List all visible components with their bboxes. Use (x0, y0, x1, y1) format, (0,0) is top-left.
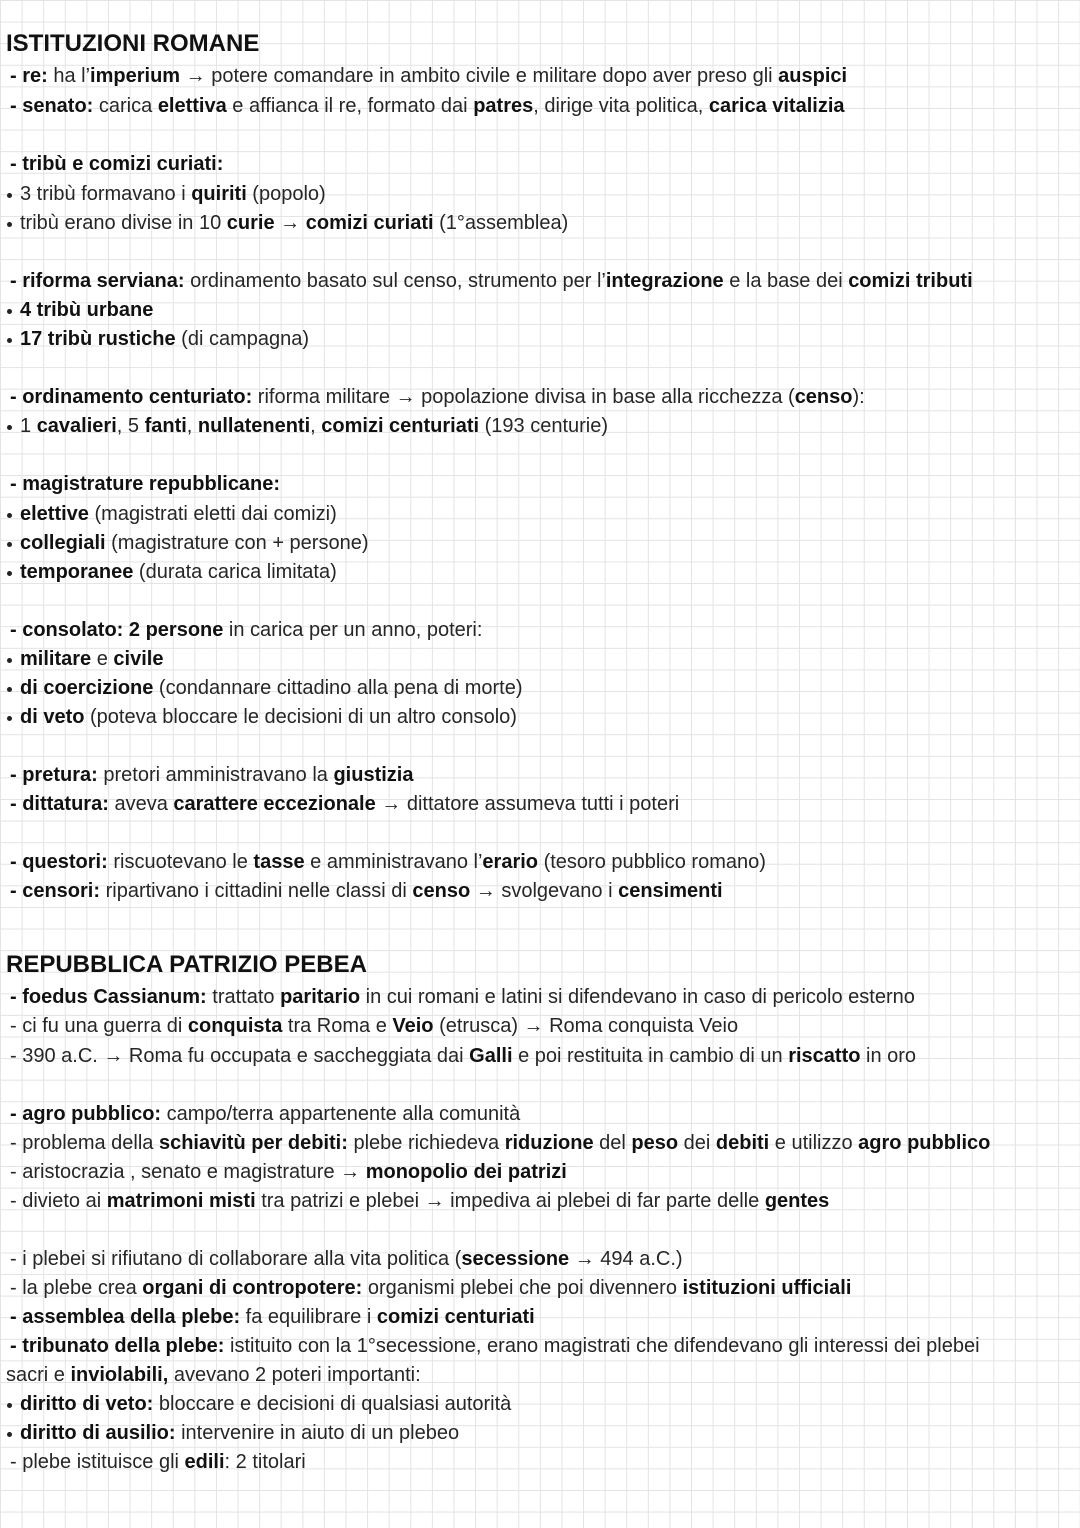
note-line (10, 472, 280, 496)
text-run: dei (678, 1132, 716, 1154)
bullet-item (20, 182, 326, 206)
text-run: ): (852, 386, 865, 408)
text-run: 3 tribù formavano i (20, 183, 192, 205)
bullet-item (20, 327, 309, 351)
bold-term: nullatenenti (197, 415, 311, 437)
text-run: (1°assemblea) (433, 212, 569, 234)
bullet-item (20, 414, 608, 438)
text-run: (tesoro pubblico romano) (538, 851, 766, 873)
bold-term: censo (794, 386, 853, 408)
text-run: , (186, 415, 198, 437)
note-line (10, 792, 679, 816)
bold-term: comizi centuriati (321, 415, 480, 437)
note-line (10, 269, 973, 293)
note-line (10, 1014, 738, 1038)
bold-term: quiriti (191, 183, 247, 205)
text-run: e (91, 648, 114, 670)
note-line (10, 1189, 829, 1213)
text-run: tra patrizi e plebei → impediva ai plebei di far parte delle (255, 1190, 765, 1212)
text-run: istituito con la 1°secessione, erano magistrati che difendevano gli interessi dei plebei (224, 1335, 980, 1357)
bold-term: comizi curiati (305, 212, 434, 234)
bold-term: schiavitù per debiti: (158, 1132, 348, 1154)
text-run: : 2 titolari (224, 1451, 306, 1473)
bold-term: giustizia (333, 764, 414, 786)
text-run: sacri e (6, 1364, 71, 1386)
bold-term: imperium (90, 65, 181, 87)
text-run: , 5 (116, 415, 145, 437)
bold-term: auspici (778, 65, 848, 87)
note-line (10, 1450, 306, 1474)
note-line (10, 1102, 520, 1126)
text-run: - problema della (10, 1132, 159, 1154)
bold-term: - questori: (10, 851, 108, 873)
bold-term: curie (226, 212, 275, 234)
note-line (10, 1334, 980, 1358)
bold-term: organi di contropotere: (142, 1277, 363, 1299)
bold-term: - senato: (10, 95, 94, 117)
text-run: - i plebei si rifiutano di collaborare alla vita politica ( (10, 1248, 462, 1270)
note-line (10, 1276, 851, 1300)
note-line (10, 879, 723, 903)
bold-term: militare (20, 648, 92, 670)
bold-term: erario (482, 851, 539, 873)
bold-term: inviolabili, (70, 1364, 169, 1386)
bold-term: gentes (764, 1190, 830, 1212)
text-run: organismi plebei che poi divennero (362, 1277, 683, 1299)
bold-term: agro pubblico (858, 1132, 991, 1154)
bullet-item (20, 1421, 459, 1445)
text-run: → 494 a.C.) (569, 1248, 683, 1270)
text-run: → svolgevano i (470, 880, 619, 902)
bold-term: 4 tribù urbane (20, 299, 154, 321)
bullet-item (20, 502, 337, 526)
note-line (10, 618, 482, 642)
text-run: in carica per un anno, poteri: (223, 619, 483, 641)
text-run: (magistrati eletti dai comizi) (88, 503, 337, 525)
bold-term: censimenti (618, 880, 723, 902)
text-run: (poteva bloccare le decisioni di un altro consolo) (84, 706, 517, 728)
bold-term: tasse (253, 851, 305, 873)
bold-term: 17 tribù rustiche (20, 328, 176, 350)
note-line (10, 152, 223, 176)
bold-term: - assemblea della plebe: (10, 1306, 241, 1328)
bold-term: civile (113, 648, 164, 670)
text-run: , (310, 415, 322, 437)
bullet-item (20, 705, 517, 729)
text-run: → potere comandare in ambito civile e militare dopo aver preso gli (180, 65, 779, 87)
bold-term: comizi centuriati (376, 1306, 535, 1328)
text-run: e affianca il re, formato dai (226, 95, 474, 117)
note-line (10, 985, 915, 1009)
text-run: trattato (206, 986, 281, 1008)
bullet-item (20, 531, 369, 555)
bold-term: - pretura: (10, 764, 98, 786)
bold-term: diritto di ausilio: (20, 1422, 176, 1444)
bold-term: cavalieri (36, 415, 117, 437)
text-run: - plebe istituisce gli (10, 1451, 185, 1473)
bold-term: comizi tributi (848, 270, 973, 292)
bold-term: monopolio dei patrizi (365, 1161, 567, 1183)
bold-term: censo (412, 880, 471, 902)
text-run: → (274, 212, 306, 234)
bold-term: collegiali (20, 532, 106, 554)
text-run: campo/terra appartenente alla comunità (161, 1103, 521, 1125)
bullet-item (20, 211, 568, 235)
text-run: carica (93, 95, 158, 117)
text-run: → dittatore assumeva tutti i poteri (375, 793, 680, 815)
text-run: avevano 2 poteri importanti: (168, 1364, 421, 1386)
bold-term: - censori: (10, 880, 101, 902)
note-line (10, 385, 865, 409)
bold-term: elettive (20, 503, 89, 525)
bold-term: - riforma serviana: (10, 270, 185, 292)
note-line (10, 763, 413, 787)
bold-term: Veio (392, 1015, 434, 1037)
note-line (6, 1363, 421, 1387)
bullet-item (20, 1392, 511, 1416)
bold-term: - dittatura: (10, 793, 109, 815)
text-run: plebe richiedeva (347, 1132, 505, 1154)
text-run: - la plebe crea (10, 1277, 143, 1299)
text-run: ha l’ (47, 65, 91, 87)
text-run: e la base dei (723, 270, 849, 292)
bold-term: debiti (715, 1132, 770, 1154)
bold-term: Galli (469, 1045, 513, 1067)
section-title-istituzioni: ISTITUZIONI ROMANE (6, 30, 260, 57)
note-line (10, 850, 766, 874)
bold-term: di veto (20, 706, 85, 728)
bold-term: riduzione (504, 1132, 594, 1154)
text-run: del (593, 1132, 632, 1154)
bullet-item (20, 676, 523, 700)
bold-term: elettiva (157, 95, 227, 117)
text-run: riforma militare → popolazione divisa in base alla ricchezza ( (252, 386, 795, 408)
bold-term: fanti (144, 415, 187, 437)
bold-term: riscatto (788, 1045, 861, 1067)
note-line (10, 1247, 683, 1271)
bullet-item (20, 298, 153, 322)
note-line (10, 94, 845, 118)
text-run: - aristocrazia , senato e magistrature → (10, 1161, 366, 1183)
bold-term: diritto di veto: (20, 1393, 154, 1415)
bold-term: peso (631, 1132, 679, 1154)
bold-term: paritario (280, 986, 361, 1008)
bold-term: - foedus Cassianum: (10, 986, 207, 1008)
note-line (10, 1131, 990, 1155)
text-run: pretori amministravano la (97, 764, 334, 786)
bold-term: - consolato: 2 persone (10, 619, 224, 641)
text-run: tribù erano divise in 10 (20, 212, 227, 234)
text-run: (193 centurie) (479, 415, 609, 437)
bold-term: - magistrature repubblicane: (10, 473, 281, 495)
text-run: intervenire in aiuto di un plebeo (175, 1422, 460, 1444)
text-run: riscuotevano le (107, 851, 254, 873)
bold-term: - ordinamento centuriato: (10, 386, 253, 408)
bold-term: di coercizione (20, 677, 154, 699)
bold-term: temporanee (20, 561, 134, 583)
text-run: bloccare e decisioni di qualsiasi autorità (153, 1393, 512, 1415)
text-run: e amministravano l’ (304, 851, 483, 873)
bold-term: matrimoni misti (106, 1190, 256, 1212)
bold-term: - re: (10, 65, 48, 87)
text-run: 1 (20, 415, 37, 437)
bold-term: - agro pubblico: (10, 1103, 162, 1125)
note-line (10, 64, 847, 88)
text-run: - ci fu una guerra di (10, 1015, 188, 1037)
text-run: (di campagna) (175, 328, 310, 350)
text-run: ordinamento basato sul censo, strumento per l’ (184, 270, 606, 292)
note-line (10, 1044, 916, 1068)
bold-term: - tribunato della plebe: (10, 1335, 225, 1357)
note-line (10, 1305, 535, 1329)
bold-term: carica vitalizia (708, 95, 845, 117)
text-run: (popolo) (246, 183, 326, 205)
text-run: aveva (108, 793, 174, 815)
bold-term: istituzioni ufficiali (682, 1277, 852, 1299)
bullet-item (20, 560, 337, 584)
bold-term: integrazione (605, 270, 724, 292)
bold-term: carattere eccezionale (173, 793, 376, 815)
bold-term: secessione (461, 1248, 570, 1270)
text-run: (etrusca) → Roma conquista Veio (433, 1015, 739, 1037)
text-run: e poi restituita in cambio di un (512, 1045, 789, 1067)
text-run: (magistrature con + persone) (105, 532, 369, 554)
text-run: ripartivano i cittadini nelle classi di (100, 880, 413, 902)
text-run: , dirige vita politica, (533, 95, 709, 117)
note-line (10, 1160, 567, 1184)
text-run: e utilizzo (769, 1132, 859, 1154)
bold-term: conquista (187, 1015, 283, 1037)
bold-term: - tribù e comizi curiati: (10, 153, 224, 175)
text-run: in oro (860, 1045, 917, 1067)
text-run: - 390 a.C. → Roma fu occupata e saccheggiata dai (10, 1045, 470, 1067)
text-run: (durata carica limitata) (133, 561, 337, 583)
text-run: fa equilibrare i (240, 1306, 377, 1328)
text-run: in cui romani e latini si difendevano in caso di pericolo esterno (360, 986, 915, 1008)
bullet-item (20, 647, 163, 671)
section-title-repubblica: REPUBBLICA PATRIZIO PEBEA (6, 951, 367, 978)
bold-term: patres (473, 95, 534, 117)
text-run: (condannare cittadino alla pena di morte) (153, 677, 523, 699)
bold-term: edili (184, 1451, 225, 1473)
text-run: - divieto ai (10, 1190, 107, 1212)
text-run: tra Roma e (282, 1015, 393, 1037)
